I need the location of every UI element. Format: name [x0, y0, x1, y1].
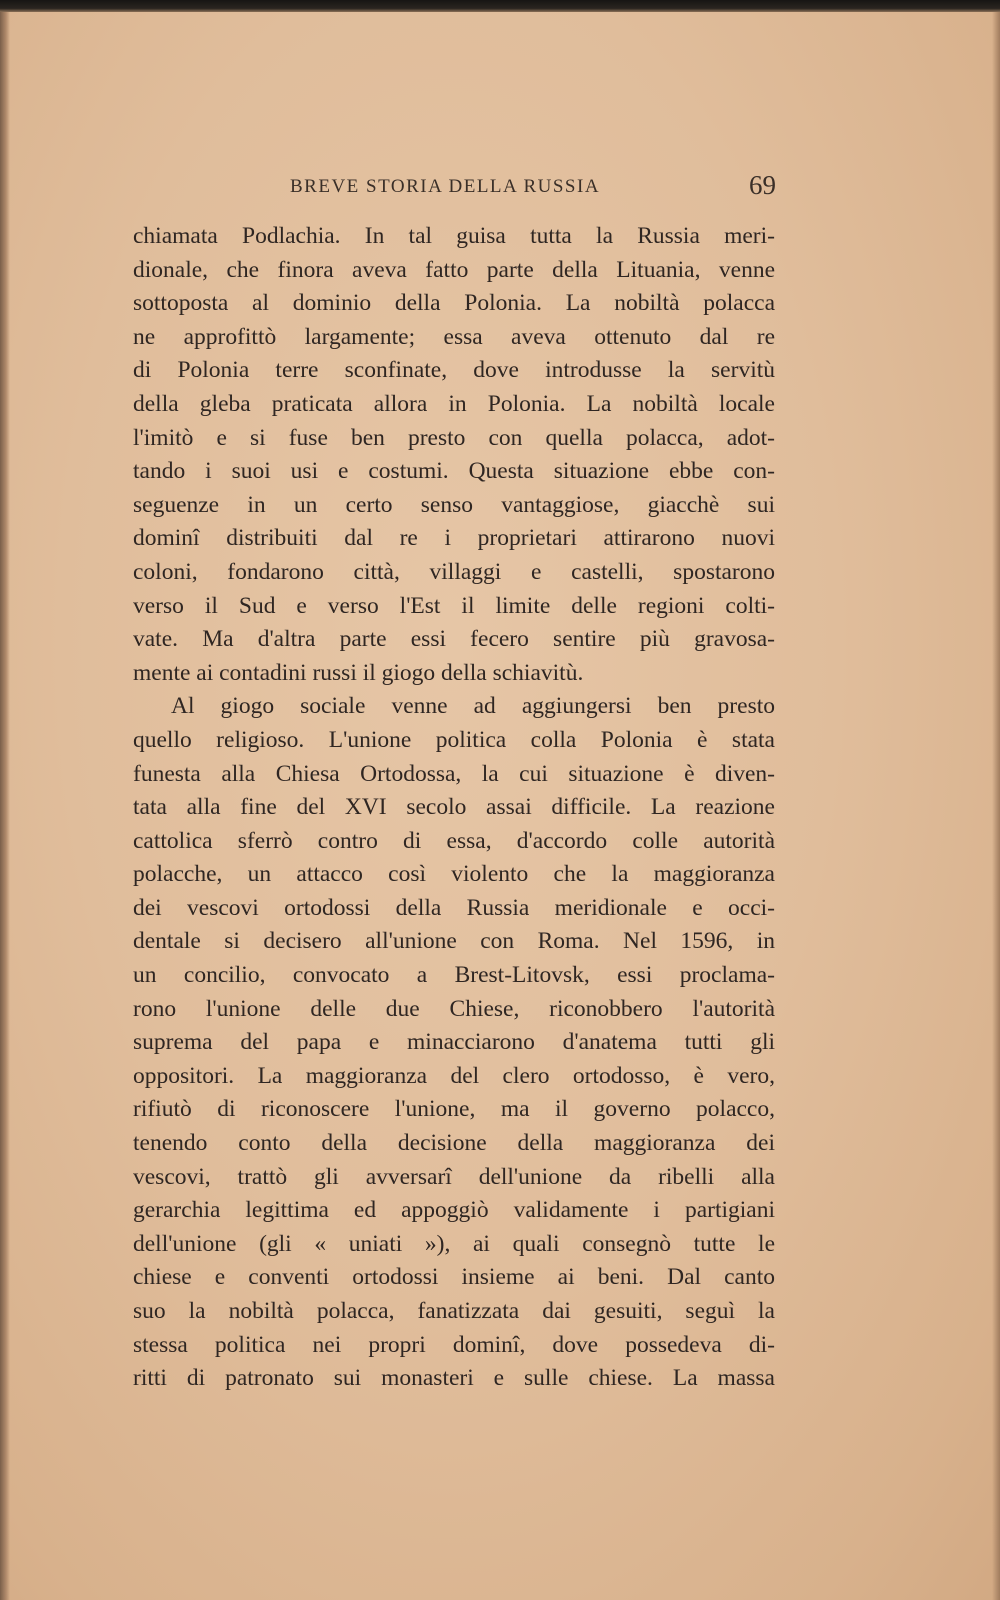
body-text — [133, 220, 775, 1396]
text-line: verso il Sud e verso l'Est il limite delle regioni colti- — [133, 592, 775, 619]
text-line: seguenze in un certo senso vantaggiose, giacchè sui — [133, 491, 775, 518]
text-line: oppositori. La maggioranza del clero ortodosso, è vero, — [133, 1062, 775, 1089]
text-line: un concilio, convocato a Brest-Litovsk, essi proclama- — [133, 962, 775, 989]
text-line: stessa politica nei propri dominî, dove possedeva di- — [133, 1331, 775, 1358]
text-line: polacche, un attacco così violento che la maggioranza — [133, 861, 775, 888]
text-line: suo la nobiltà polacca, fanatizzata dai gesuiti, seguì la — [133, 1298, 775, 1324]
text-line: gerarchia legittima ed appoggiò validamente i partigiani — [133, 1197, 775, 1224]
page-left-edge — [0, 12, 10, 1600]
text-line: cattolica sferrò contro di essa, d'accordo colle autorità — [133, 827, 775, 854]
text-line: dionale, che finora aveva fatto parte della Lituania, venne — [133, 256, 775, 283]
text-line: vate. Ma d'altra parte essi fecero sentire più gravosa- — [133, 626, 775, 653]
page-top-shadow — [0, 0, 1000, 12]
text-line: suprema del papa e minacciarono d'anatema tutti gli — [133, 1029, 775, 1056]
paragraph-first-line: Al giogo sociale venne ad aggiungersi ben presto — [171, 693, 775, 720]
text-line: della gleba praticata allora in Polonia. La nobiltà locale — [133, 390, 775, 417]
text-line: ne approfittò largamente; essa aveva ottenuto dal re — [133, 323, 775, 350]
text-line: quello religioso. L'unione politica colla Polonia è stata — [133, 726, 775, 753]
text-line: dell'unione (gli « uniati »), ai quali consegnò tutte le — [133, 1230, 775, 1257]
text-line: tando i suoi usi e costumi. Questa situazione ebbe con- — [133, 458, 775, 485]
page-right-edge — [992, 12, 1000, 1600]
text-line: dentale si decisero all'unione con Roma. Nel 1596, in — [133, 928, 775, 955]
text-line: vescovi, trattò gli avversarî dell'unione da ribelli alla — [133, 1163, 775, 1190]
paragraph-last-line: mente ai contadini russi il giogo della schiavitù. — [133, 659, 584, 686]
text-line: chiamata Podlachia. In tal guisa tutta la Russia meri- — [133, 223, 775, 249]
page-number: 69 — [749, 170, 776, 200]
text-line: sottoposta al dominio della Polonia. La nobiltà polacca — [133, 290, 775, 317]
text-line: coloni, fondarono città, villaggi e castelli, spostarono — [133, 558, 775, 585]
text-line: tata alla fine del XVI secolo assai difficile. La reazione — [133, 794, 775, 821]
text-line: tenendo conto della decisione della maggioranza dei — [133, 1130, 775, 1157]
text-line: dei vescovi ortodossi della Russia meridionale e occi- — [133, 894, 775, 921]
text-line: funesta alla Chiesa Ortodossa, la cui situazione è diven- — [133, 760, 775, 787]
running-title: BREVE STORIA DELLA RUSSIA — [290, 176, 601, 197]
text-line: rono l'unione delle due Chiese, riconobbero l'autorità — [133, 995, 775, 1022]
running-head — [130, 170, 776, 202]
text-line: l'imitò e si fuse ben presto con quella polacca, adot- — [133, 424, 775, 451]
text-line: ritti di patronato sui monasteri e sulle chiese. La massa — [133, 1365, 775, 1392]
text-line: dominî distribuiti dal re i proprietari attirarono nuovi — [133, 525, 775, 552]
text-line: rifiutò di riconoscere l'unione, ma il governo polacco, — [133, 1096, 775, 1123]
text-line: di Polonia terre sconfinate, dove introdusse la servitù — [133, 357, 775, 384]
text-line: chiese e conventi ortodossi insieme ai beni. Dal canto — [133, 1264, 775, 1291]
